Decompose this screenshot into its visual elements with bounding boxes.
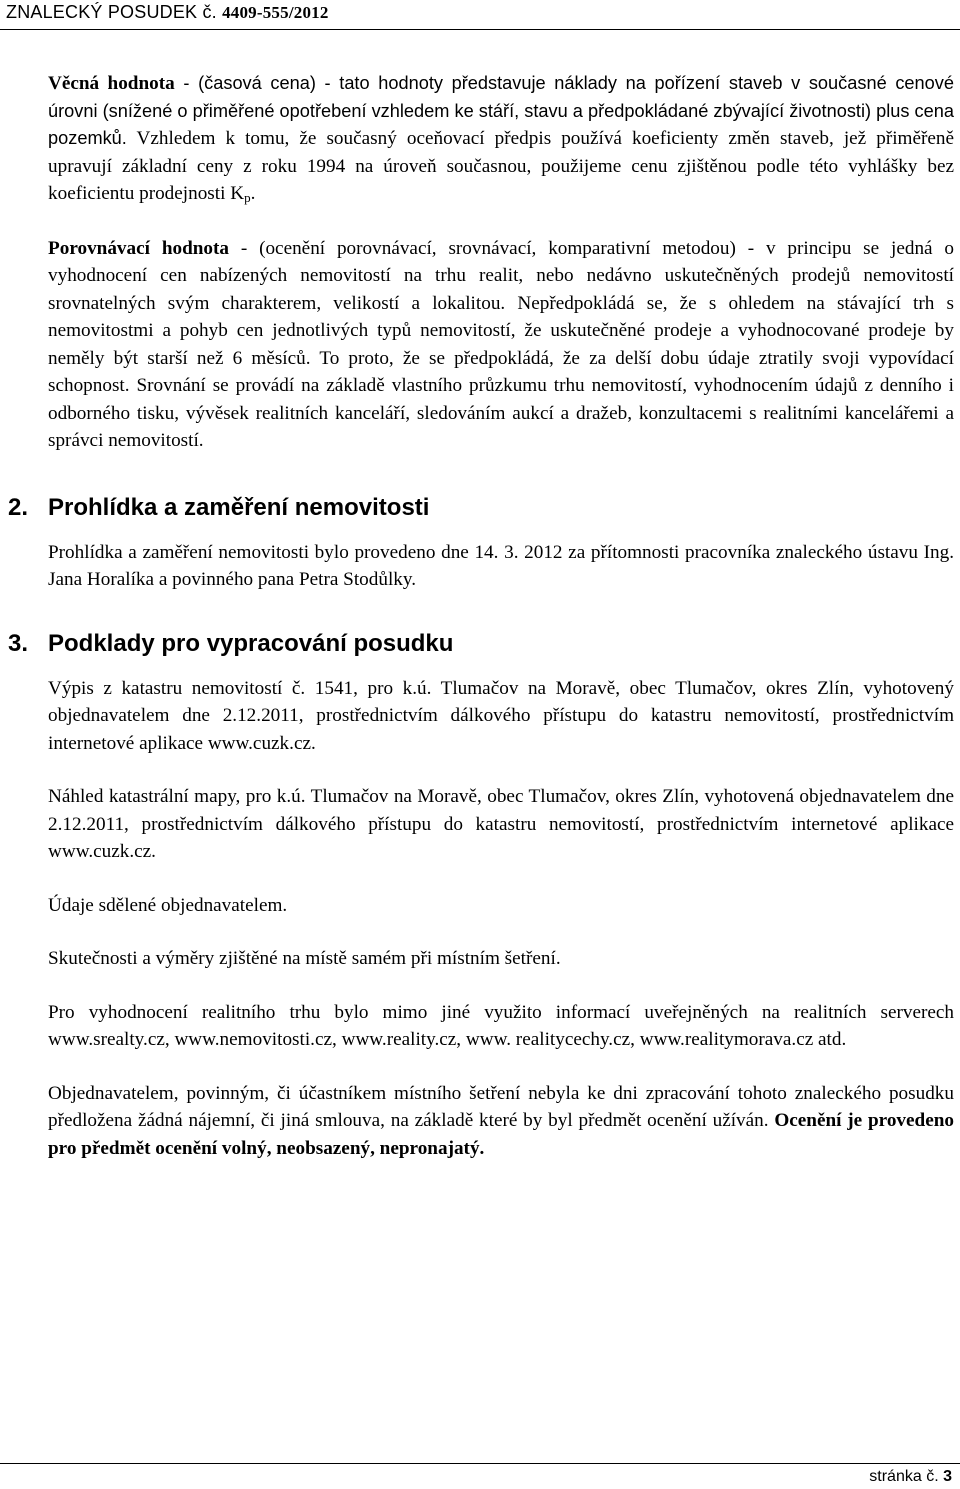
section-3-katastr: Výpis z katastru nemovitostí č. 1541, pro k.ú. Tlumačov na Moravě, obec Tlumačov, okres Zlín, vyhotovený objednavatelem dne 2.12.2011, prostřednictvím dálkového přístupu do katastru nemovitostí, prostřednictvím internetové aplikace www.cuzk.cz. [48, 677, 954, 754]
page-header [0, 0, 960, 30]
page-footer [0, 1463, 960, 1485]
section-2-heading [8, 493, 914, 523]
term-porovnavaci-hodnota: Porovnávací hodnota [48, 237, 229, 259]
section-2-text: Prohlídka a zaměření nemovitosti bylo provedeno dne 14. 3. 2012 za přítomnosti pracovníka znaleckého ústavu Ing. Jana Horalíka a povinného pana Petra Stodůlky. [48, 541, 954, 590]
paragraph-vecna-hodnota: Věcná hodnota - (časová cena) - tato hodnoty představuje náklady na pořízení staveb v současné cenové úrovni (snížené o přiměřené opotřebení vzhledem ke stáří, stavu a předpokládané zbývající životnosti) plus cena pozemků. Vzhledem k tomu, že současný oceňovací předpis používá koeficienty změn staveb, jež přiměřeně upravují základní ceny z roku 1994 na úroveň současnou, použijeme cenu zjištěnou podle této vyhlášky bez koeficientu prodejnosti Kp. [48, 73, 954, 205]
porovnavaci-text: - (ocenění porovnávací, srovnávací, komparativní metodou) - v principu se jedná o vyhodnocení cen nabízených nemovitostí na trhu realit, nebo nedávno uskutečněných prodejů nemovitostí srovnatelných svým charakterem, velikostí a lokalitou. Nepředpokládá se, že s ohledem na stávající trh s nemovitostmi a pohyb cen jednotlivých typů nemovitostí, že uskutečněné prodeje a vyhodnocované prodeje by neměly být starší než 6 měsíců. To proto, že se předpokládá, že za delší dobu údaje ztratily svoji vypovídací schopnost. Srovnání se provádí na základě vlastního průzkumu trhu nemovitostí, vyhodnocením údajů z denního i odborného tisku, vývěsek realitních kanceláří, sledováním aukcí a dražeb, konzultacemi s realitními kancelářemi a správci nemovitostí. [48, 237, 954, 451]
subscript-p: p [244, 190, 251, 205]
section-3-heading [8, 629, 914, 659]
term-vecna-hodnota: Věcná hodnota [48, 73, 175, 94]
section-3-mapa: Náhled katastrální mapy, pro k.ú. Tlumačov na Moravě, obec Tlumačov, okres Zlín, vyhotovená objednavatelem dne 2.12.2011, prostřednictvím dálkového přístupu do katastru nemovitostí, prostřednictvím internetové aplikace www.cuzk.cz. [48, 786, 954, 862]
objednavatel-text: Objednavatelem, povinným, či účastníkem místního šetření nebyla ke dni zpracování tohoto znaleckého posudku předložena žádná nájemní, či jiná smlouva, na základě které by byl předmět ocenění užíván. [48, 1082, 954, 1131]
section-3-number: 3. [8, 629, 29, 657]
document-body [8, 70, 954, 1162]
objednavatel-conclusion: Ocenění je provedeno pro předmět ocenění volný, neobsazený, nepronajatý. [48, 1110, 954, 1159]
vecna-definition: - (časová cena) - tato hodnoty představuje náklady na pořízení staveb v současné cenové úrovni (snížené o přiměřené opotřebení vzhledem ke stáří, stavu a předpokládané zbývající životnosti) plus cena pozemků. [48, 73, 954, 148]
header-report-number: 4409-555/2012 [222, 3, 329, 22]
section-3-skutecnosti: Skutečnosti a výměry zjištěné na místě samém při místním šetření. [48, 948, 561, 969]
paragraph-porovnavaci-hodnota [48, 235, 954, 455]
section-2-number: 2. [8, 493, 29, 521]
page-number: 3 [943, 1468, 952, 1485]
section-3-udaje: Údaje sdělené objednavatelem. [48, 894, 288, 916]
section-3-title: Podklady pro vypracování posudku [48, 629, 454, 657]
section-2-title: Prohlídka a zaměření nemovitosti [48, 493, 430, 521]
vecna-rest: Vzhledem k tomu, že současný oceňovací předpis používá koeficienty změn staveb, jež přiměřeně upravují základní ceny z roku 1994 na úroveň současnou, použijeme cenu zjištěnou podle této vyhlášky bez koeficientu prodejnosti K [48, 128, 954, 204]
section-3-realitni-trh: Pro vyhodnocení realitního trhu bylo mimo jiné využito informací uveřejněných na realitních serverech www.srealty.cz, www.nemovitosti.cz, www.reality.cz, www. realitycechy.cz, www.realitymorava.cz atd. [48, 1001, 954, 1050]
section-3-objednavatel [48, 1080, 954, 1163]
header-title: ZNALECKÝ POSUDEK č. 4409-555/2012 [6, 2, 329, 22]
page-number-label: stránka č. 3 [869, 1468, 952, 1485]
